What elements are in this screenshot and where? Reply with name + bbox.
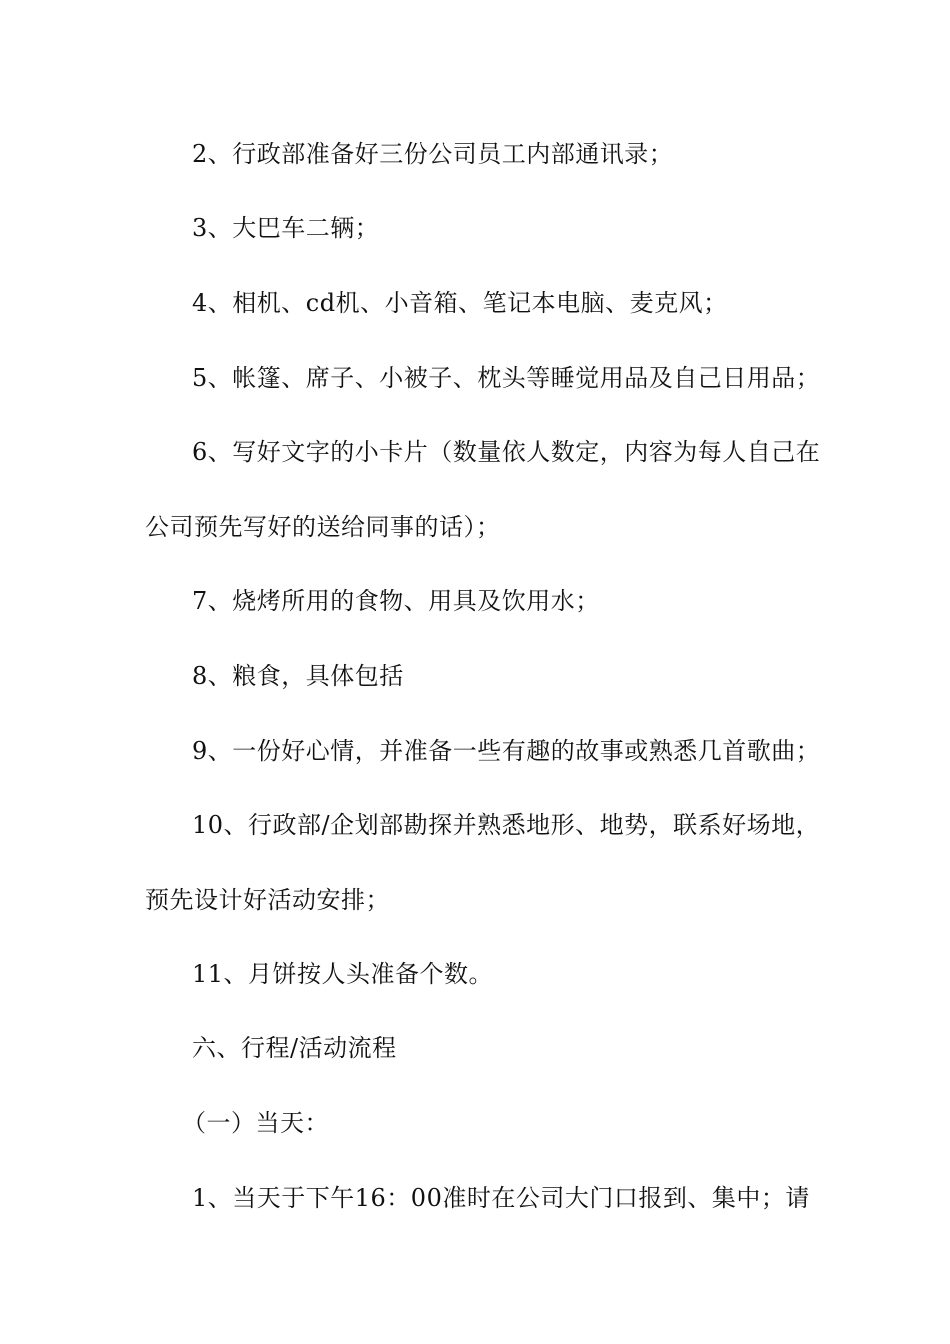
item-11-text: 11、月饼按人头准备个数。 — [192, 960, 494, 988]
schedule-item-1-text: 1、当天于下午16：00准时在公司大门口报到、集中；请 — [192, 1184, 810, 1212]
item-5-text: 5、帐篷、席子、小被子、枕头等睡觉用品及自己日用品； — [192, 364, 821, 392]
item-2-text: 2、行政部准备好三份公司员工内部通讯录； — [192, 140, 674, 168]
item-4-text: 4、相机、cd机、小音箱、笔记本电脑、麦克风； — [192, 289, 728, 317]
item-10-text: 10、行政部/企划部勘探并熟悉地形、地势，联系好场地， — [192, 811, 821, 839]
item-7-text: 7、烧烤所用的食物、用具及饮用水； — [192, 587, 600, 615]
item-3-text: 3、大巴车二辆； — [192, 214, 380, 242]
item-6-continuation: 公司预先写好的送给同事的话）； — [145, 513, 501, 541]
item-6-text: 6、写好文字的小卡片（数量依人数定，内容为每人自己在 — [192, 438, 821, 466]
section-heading: 六、行程/活动流程 — [192, 1034, 397, 1062]
item-8-text: 8、粮食，具体包括 — [192, 662, 404, 690]
item-10-continuation: 预先设计好活动安排； — [145, 886, 390, 914]
subsection-heading: （一）当天： — [182, 1109, 329, 1137]
item-9-text: 9、一份好心情，并准备一些有趣的故事或熟悉几首歌曲； — [192, 737, 821, 765]
